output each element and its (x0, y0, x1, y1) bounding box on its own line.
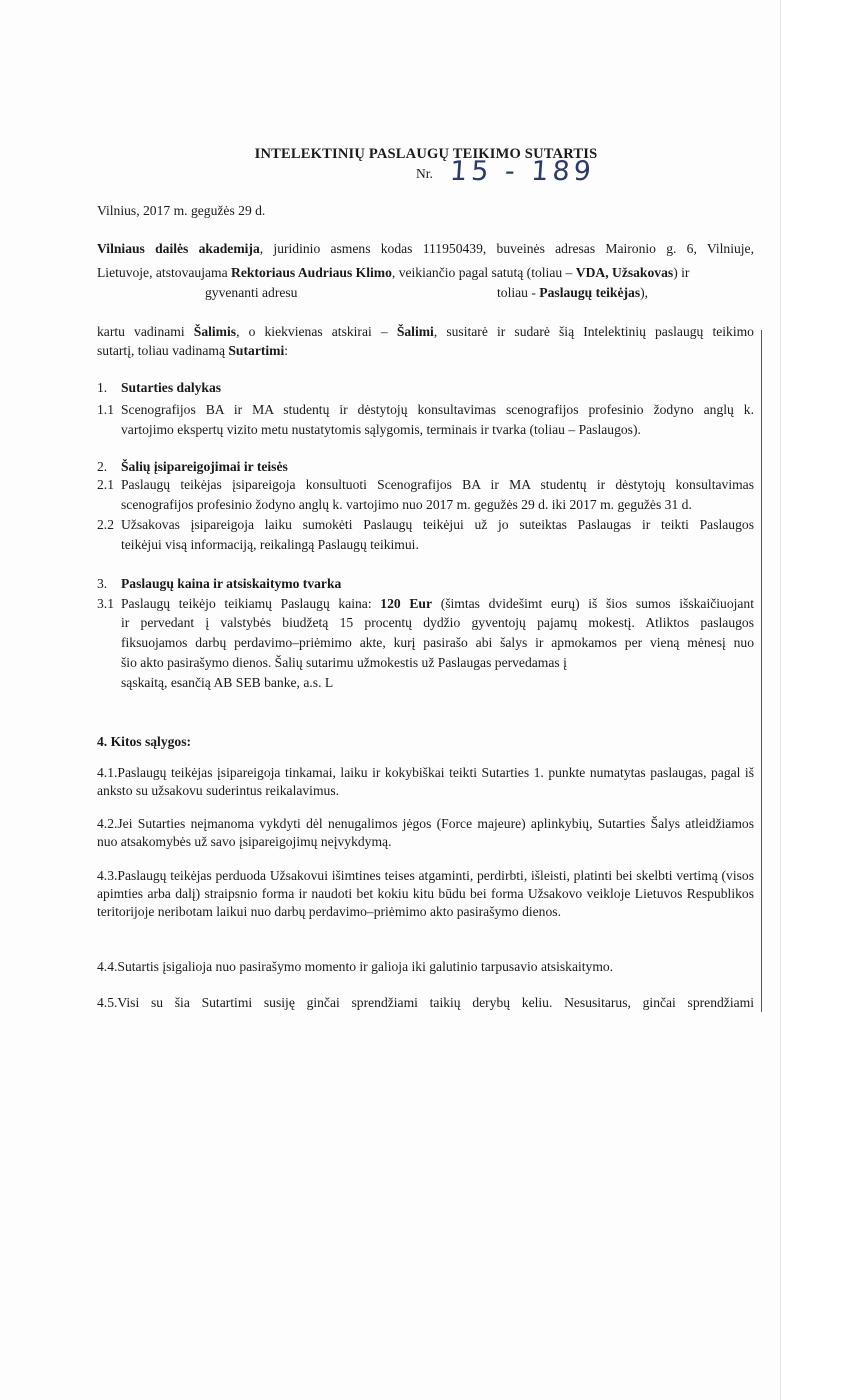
item-2-1-line-1: Paslaugų teikėjas įsipareigoja konsultuoti Scenografijos BA ir MA studentų ir dėstytojų konsultavimas (121, 477, 754, 492)
item-2-2-line-1: Užsakovas įsipareigoja laiku sumokėti Paslaugų teikėjui už jo suteiktas Paslaugas ir teikti Paslaugos (121, 517, 754, 532)
place-date: Vilnius, 2017 m. gegužės 29 d. (97, 203, 266, 218)
resident-text: gyvenanti adresu (205, 285, 298, 300)
together-line-1: kartu vadinami Šalimis, o kiekvienas atskirai – Šalimi, susitarė ir sudarė šią Intelektinių paslaugų teikimo (97, 324, 754, 339)
section-2-heading: Šalių įsipareigojimai ir teisės (121, 459, 288, 474)
rector-name: Rektoriaus Audriaus Klimo (231, 265, 392, 280)
item-1-1-line-2: vartojimo ekspertų vizito metu nustatytomis sąlygomis, terminais ir tvarka (toliau – Paslaugos). (121, 422, 641, 437)
clause-4-3: 4.3.Paslaugų teikėjas perduoda Užsakovui išimtines teises atgaminti, perdirbti, išleisti, platinti bei skelbti vertimą (visos apimties arba dalį) straipsnio forma ir naudoti bet kokiu kitu būdu bei forma Užsakovo veikloje Lietuvos Respublikos teritorijoje neribotam laikui nuo darbų perdavimo–priėmimo akto pasirašymo dienos. (97, 868, 754, 919)
section-3-heading: Paslaugų kaina ir atsiskaitymo tvarka (121, 576, 342, 591)
item-1-1-line-1: Scenografijos BA ir MA studentų ir dėstytojų konsultavimas scenografijos profesinio žodyno anglų k. (121, 402, 754, 417)
clause-4-2: 4.2.Jei Sutarties neįmanoma vykdyti dėl nenugalimos jėgos (Force majeure) aplinkybių, Sutarties Šalys atleidžiamos nuo atsakomybės už savo įsipareigojimų neįvykdymą. (97, 816, 754, 849)
item-3-1-line-1: Paslaugų teikėjo teikiamų Paslaugų kaina: 120 Eur (šimtas dvidešimt eurų) iš šios sumos išskaičiuojant (121, 596, 755, 611)
provider-label: Paslaugų teikėjas (539, 285, 641, 300)
item-2-2-line-2: teikėjui visą informaciją, reikalingą Paslaugų teikimui. (121, 537, 419, 552)
scan-edge (781, 0, 852, 1400)
item-2-2-number: 2.2 (97, 517, 114, 532)
item-3-1-line-5: sąskaitą, esančią AB SEB banke, a.s. L (121, 675, 334, 690)
parties-line-2: Lietuvoje, atstovaujama Rektoriaus Audriaus Klimo, veikiančio pagal satutą (toliau – VDA, Užsakovas) ir (97, 265, 690, 280)
document-number-label: Nr. (416, 166, 433, 181)
academy-name: Vilniaus dailės akademija (97, 241, 260, 256)
section-4-heading: 4. Kitos sąlygos: (97, 734, 192, 749)
item-1-1-number: 1.1 (97, 402, 114, 417)
parties-line-1: Vilniaus dailės akademija, juridinio asmens kodas 111950439, buveinės adresas Maironio g. 6, Vilniuje, (97, 241, 754, 256)
price-value: 120 Eur (380, 596, 433, 611)
section-2-number: 2. (97, 459, 108, 474)
section-1-heading: Sutarties dalykas (121, 380, 222, 395)
item-3-1-line-4: šio akto pasirašymo dienos. Šalių sutarimu užmokestis už Paslaugas pervedamas į (121, 655, 567, 670)
section-3-number: 3. (97, 576, 108, 591)
together-line-2: sutartį, toliau vadinamą Sutartimi: (97, 343, 289, 358)
clause-4-4: 4.4.Sutartis įsigalioja nuo pasirašymo momento ir galioja iki galutinio tarpusavio atsiskaitymo. (97, 959, 614, 974)
scan-margin-line (761, 330, 762, 1012)
item-3-1-line-2: ir pervedant į valstybės biudžetą 15 procentų dydžio gyventojų pajamų mokestį. Atliktos paslaugos (121, 615, 754, 630)
item-3-1-line-3: fiksuojamos darbų perdavimo–priėmimo akte, kurį pasirašo abi šalys ir apmokamos per vieną mėnesį nuo (121, 635, 754, 650)
item-3-1-number: 3.1 (97, 596, 114, 611)
item-2-1-line-2: scenografijos profesinio žodyno anglų k. vartojimo nuo 2017 m. gegužės 29 d. iki 2017 m. gegužės 31 d. (121, 497, 692, 512)
section-1-number: 1. (97, 380, 108, 395)
handwritten-document-number: 15 - 189 (448, 156, 596, 187)
provider-line: toliau - Paslaugų teikėjas), (497, 285, 649, 300)
vda-label: VDA, Užsakovas (575, 265, 674, 280)
document-title: INTELEKTINIŲ PASLAUGŲ TEIKIMO SUTARTIS (254, 146, 598, 162)
clause-4-1: 4.1.Paslaugų teikėjas įsipareigoja tinkamai, laiku ir kokybiškai teikti Sutarties 1. punkte numatytas paslaugas, pagal iš anksto su užsakovu suderintus reikalavimus. (97, 765, 754, 798)
clause-4-5-line-1: 4.5.Visi su šia Sutartimi susiję ginčai sprendžiami taikių derybų keliu. Nesusitarus, ginčai sprendžiami (97, 995, 754, 1010)
item-2-1-number: 2.1 (97, 477, 114, 492)
